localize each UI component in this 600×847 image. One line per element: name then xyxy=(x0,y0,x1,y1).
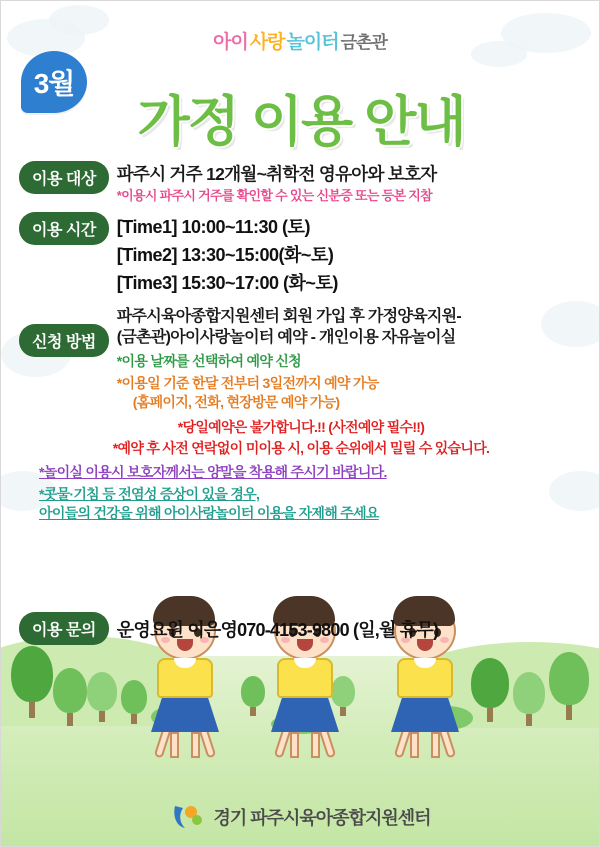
brand-logo-part-2: 사랑 xyxy=(249,32,285,53)
apply-note-channels: (홈페이지, 전화, 현장방문 예약 가능) xyxy=(132,393,340,410)
content-area xyxy=(1,161,600,523)
tree-icon xyxy=(121,680,147,724)
time-slot-1: [Time1] 10:00~11:30 (토) xyxy=(116,217,310,238)
section-apply xyxy=(1,304,600,412)
apply-line-2: (금촌관)아이사랑놀이터 예약 - 개인이용 자유놀이실 xyxy=(116,329,456,347)
footer xyxy=(1,802,600,832)
cloud-icon xyxy=(471,41,527,67)
apply-note-select-date: *이용 날짜를 선택하여 예약 신청 xyxy=(116,353,301,370)
center-logo-icon xyxy=(171,802,205,832)
section-label-hours: 이용 시간 xyxy=(19,212,109,245)
notice-symptoms: *콧물·기침 등 전염성 증상이 있을 경우, xyxy=(39,486,260,503)
footer-organization: 경기 파주시육아종합지원센터 xyxy=(213,808,431,828)
notice-no-show: *예약 후 사전 연락없이 미이용 시, 이용 순위에서 밀릴 수 있습니다. xyxy=(112,439,490,456)
notice-socks: *놀이실 이용시 보호자께서는 양말을 착용해 주시기 바랍니다. xyxy=(39,464,387,481)
tree-icon xyxy=(471,658,509,722)
time-slot-2: [Time2] 13:30~15:00(화~토) xyxy=(116,245,334,266)
contact-row xyxy=(19,612,438,645)
notice-same-day: *당일예약은 불가합니다.!! (사전예약 필수!!) xyxy=(177,418,425,435)
brand-logo-part-3: 놀이터 xyxy=(286,32,339,53)
section-label-target: 이용 대상 xyxy=(19,161,109,194)
tree-icon xyxy=(513,672,545,726)
brand-logo-part-4: 금촌관 xyxy=(340,33,387,52)
apply-line-1: 파주시육아종합지원센터 회원 가입 후 가정양육지원- xyxy=(116,307,462,325)
section-label-contact: 이용 문의 xyxy=(19,612,109,645)
notice-symptoms-2: 아이들의 건강을 위해 아이사랑놀이터 이용을 자제해 주세요 xyxy=(39,505,379,522)
notice-block-red xyxy=(1,418,600,458)
tree-icon xyxy=(53,668,87,726)
notice-block-underlined xyxy=(1,463,600,523)
tree-icon xyxy=(241,676,265,716)
brand-logo-part-1: 아이 xyxy=(213,32,248,53)
section-target xyxy=(1,161,600,204)
tree-icon xyxy=(11,646,53,718)
apply-note-period: *이용일 기준 한달 전부터 3일전까지 예약 가능 xyxy=(116,374,379,391)
section-hours xyxy=(1,212,600,298)
contact-details: 운영요원 이은영070-4153-9800 (일,월 휴무) xyxy=(116,619,439,640)
month-badge: 3월 xyxy=(21,51,87,113)
brand-logo xyxy=(203,25,397,56)
cloud-icon xyxy=(49,5,109,35)
target-note-line: *이용시 파주시 거주를 확인할 수 있는 신분증 또는 등본 지참 xyxy=(116,187,432,203)
tree-icon xyxy=(87,672,117,722)
target-main-line: 파주시 거주 12개월~취학전 영유아와 보호자 xyxy=(116,164,437,184)
section-label-apply: 신청 방법 xyxy=(19,324,109,357)
tree-icon xyxy=(549,652,589,720)
page-title: 가정 이용 안내 xyxy=(137,92,465,152)
time-slot-3: [Time3] 15:30~17:00 (화~토) xyxy=(116,272,338,293)
